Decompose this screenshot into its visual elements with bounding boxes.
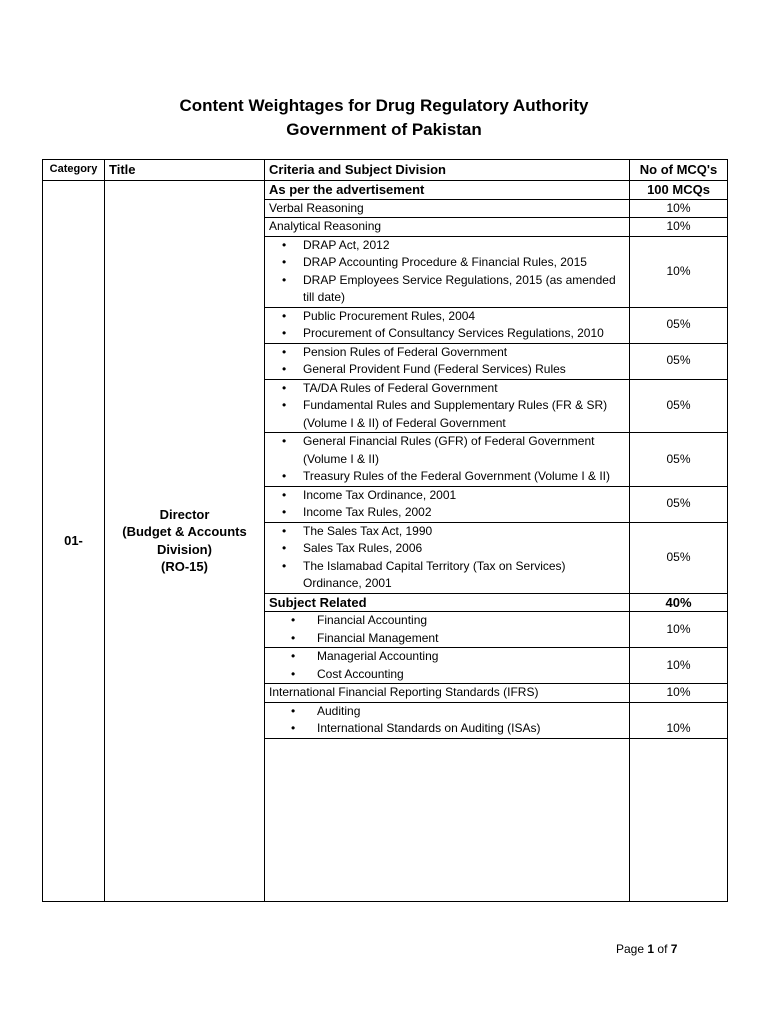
criteria-cell — [265, 612, 630, 648]
criteria-cell: Analytical Reasoning — [265, 218, 630, 237]
header-row — [43, 160, 728, 181]
weightage-table — [42, 159, 728, 902]
criteria-cell: International Financial Reporting Standards (IFRS) — [265, 684, 630, 703]
criteria-cell — [265, 702, 630, 738]
title-line-2: Government of Pakistan — [286, 120, 482, 139]
title-line-1: Content Weightages for Drug Regulatory Authority — [179, 96, 589, 115]
list-item: • Income Tax Rules, 2002 — [299, 504, 625, 522]
criteria-cell — [265, 307, 630, 343]
list-item: • TA/DA Rules of Federal Government — [299, 380, 625, 398]
empty-cell — [265, 738, 630, 901]
post-title-line: (RO-15) — [161, 559, 208, 575]
criteria-cell — [265, 648, 630, 684]
criteria-cell — [265, 486, 630, 522]
bullet-list — [269, 308, 625, 343]
list-item: • The Sales Tax Act, 1990 — [299, 523, 625, 541]
list-item: • Fundamental Rules and Supplementary Rules (FR & SR) (Volume I & II) of Federal Government — [299, 397, 625, 432]
header-mcqs: No of MCQ's — [630, 160, 728, 181]
criteria-cell: As per the advertisement — [265, 181, 630, 200]
mcq-cell: 40% — [630, 593, 728, 612]
list-item: • DRAP Employees Service Regulations, 2015 (as amended till date) — [299, 272, 625, 307]
criteria-cell — [265, 343, 630, 379]
bullet-list — [269, 487, 625, 522]
list-item: • Procurement of Consultancy Services Regulations, 2010 — [299, 325, 625, 343]
mcq-cell: 05% — [630, 307, 728, 343]
page-total: 7 — [670, 942, 678, 956]
list-item: • Income Tax Ordinance, 2001 — [299, 487, 625, 505]
mcq-cell: 05% — [630, 433, 728, 487]
header-category: Category — [43, 160, 105, 181]
page-number — [616, 942, 677, 956]
bullet-list — [269, 612, 625, 647]
page-of: of — [657, 942, 668, 956]
list-item: • DRAP Accounting Procedure & Financial Rules, 2015 — [299, 254, 625, 272]
page-prefix: Page — [616, 942, 645, 956]
criteria-cell — [265, 522, 630, 593]
bullet-list — [269, 648, 625, 683]
mcq-cell: 100 MCQs — [630, 181, 728, 200]
list-item: • Pension Rules of Federal Government — [299, 344, 625, 362]
document-title — [0, 94, 768, 142]
criteria-cell: Subject Related — [265, 593, 630, 612]
list-item: • DRAP Act, 2012 — [299, 237, 625, 255]
mcq-cell: 05% — [630, 343, 728, 379]
mcq-cell: 10% — [630, 702, 728, 738]
list-item: • The Islamabad Capital Territory (Tax on Services) Ordinance, 2001 — [299, 558, 625, 593]
header-criteria: Criteria and Subject Division — [265, 160, 630, 181]
list-item: • General Financial Rules (GFR) of Federal Government (Volume I & II) — [299, 433, 625, 468]
list-item: • Financial Management — [313, 630, 625, 648]
criteria-cell — [265, 379, 630, 433]
empty-cell — [630, 738, 728, 901]
list-item: • Public Procurement Rules, 2004 — [299, 308, 625, 326]
bullet-list — [269, 237, 625, 307]
mcq-cell: 10% — [630, 199, 728, 218]
mcq-cell: 05% — [630, 486, 728, 522]
mcq-cell: 10% — [630, 218, 728, 237]
mcq-cell: 10% — [630, 648, 728, 684]
header-title: Title — [105, 160, 265, 181]
post-title-line: Director — [159, 506, 210, 522]
category-cell: 01- — [43, 181, 105, 902]
mcq-cell: 05% — [630, 522, 728, 593]
mcq-cell: 10% — [630, 236, 728, 307]
criteria-cell — [265, 433, 630, 487]
table-row — [43, 181, 728, 200]
list-item: • Treasury Rules of the Federal Government (Volume I & II) — [299, 468, 625, 486]
list-item: • General Provident Fund (Federal Services) Rules — [299, 361, 625, 379]
mcq-cell: 10% — [630, 612, 728, 648]
bullet-list — [269, 380, 625, 433]
list-item: • Cost Accounting — [313, 666, 625, 684]
criteria-cell — [265, 236, 630, 307]
criteria-cell: Verbal Reasoning — [265, 199, 630, 218]
mcq-cell: 05% — [630, 379, 728, 433]
list-item: • International Standards on Auditing (ISAs) — [313, 720, 625, 738]
list-item: • Sales Tax Rules, 2006 — [299, 540, 625, 558]
bullet-list — [269, 344, 625, 379]
bullet-list — [269, 703, 625, 738]
post-title-line: (Budget & Accounts — [122, 524, 247, 540]
post-title-cell — [105, 181, 265, 902]
bullet-list — [269, 523, 625, 593]
list-item: • Managerial Accounting — [313, 648, 625, 666]
bullet-list — [269, 433, 625, 486]
mcq-cell: 10% — [630, 684, 728, 703]
post-title-line: Division) — [157, 541, 212, 557]
page-current: 1 — [647, 942, 655, 956]
list-item: • Financial Accounting — [313, 612, 625, 630]
list-item: • Auditing — [313, 703, 625, 721]
